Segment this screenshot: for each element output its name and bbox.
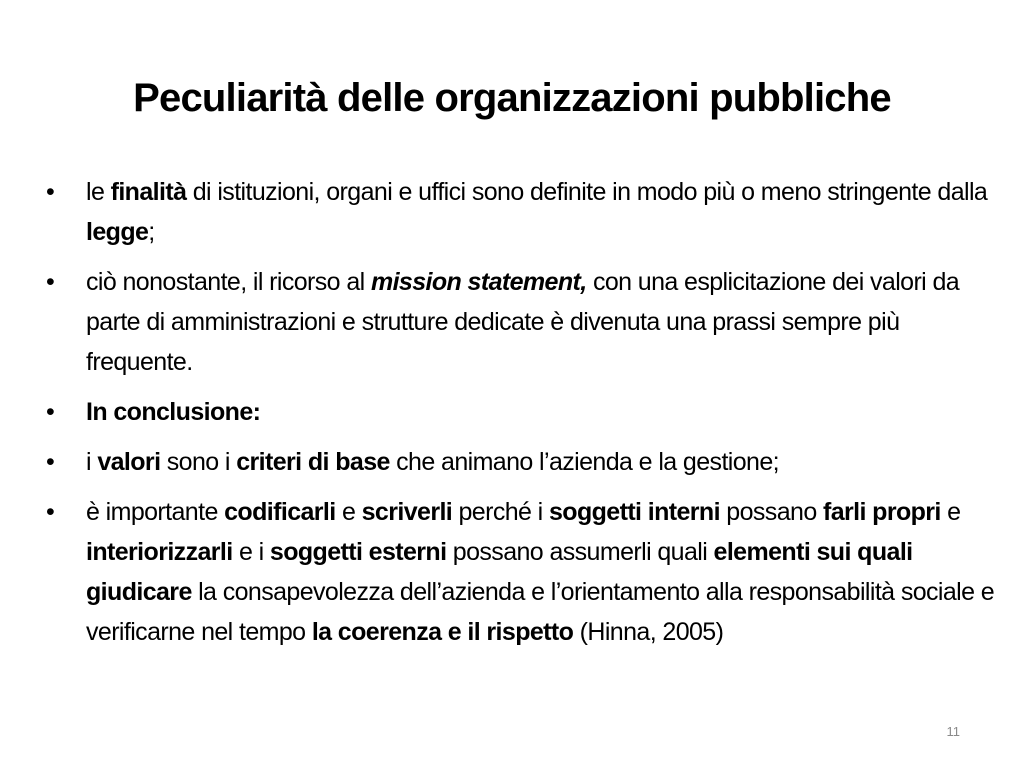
bullet-text: con una esplicitazione dei valori da parte di amministrazioni e strutture dedicate è divenuta una prassi sempre più frequente.	[86, 268, 960, 376]
bullet-text: di istituzioni, organi e uffici sono definite in modo più o meno stringente dalla	[186, 178, 988, 206]
bullet-item	[46, 172, 996, 252]
bullet-text: che animano l’azienda e la gestione;	[389, 448, 780, 476]
bullet-text: ciò nonostante, il ricorso al	[86, 268, 371, 296]
bullet-text-bold: legge	[86, 218, 149, 246]
bullet-text: e	[335, 498, 362, 526]
bullet-text: i	[86, 448, 98, 476]
bullet-text: e	[940, 498, 961, 526]
bullet-text: è importante	[86, 498, 225, 526]
bullet-marker: •	[46, 268, 55, 296]
bullet-text: sono i	[160, 448, 237, 476]
bullet-text-bold-italic: mission statement,	[370, 268, 587, 296]
bullet-text-bold: criteri di base	[236, 448, 390, 476]
page-number: 11	[946, 724, 960, 739]
bullet-text-bold: codificarli	[224, 498, 336, 526]
bullet-marker: •	[46, 498, 55, 526]
bullet-text-bold: scriverli	[361, 498, 453, 526]
bullet-text: perché i	[452, 498, 549, 526]
bullet-text-bold: soggetti interni	[548, 498, 720, 526]
bullet-text: possano assumerli quali	[446, 538, 714, 566]
bullet-text-bold: soggetti esterni	[269, 538, 447, 566]
bullet-text-bold: farli propri	[822, 498, 941, 526]
bullet-text-bold: In conclusione:	[86, 398, 261, 426]
bullet-text: le	[86, 178, 111, 206]
bullet-item	[46, 442, 996, 482]
bullet-text: ;	[148, 218, 155, 246]
bullet-marker: •	[46, 178, 55, 206]
bullet-marker: •	[46, 398, 55, 426]
bullet-text: possano	[719, 498, 823, 526]
bullet-list	[46, 172, 996, 662]
slide-title: Peculiarità delle organizzazioni pubbliche	[133, 76, 891, 120]
bullet-marker: •	[46, 448, 55, 476]
bullet-item	[46, 492, 996, 652]
bullet-text-bold: interiorizzarli	[86, 538, 233, 566]
bullet-text-bold: elementi sui quali giudicare	[86, 538, 913, 606]
bullet-text-bold: finalità	[110, 178, 187, 206]
bullet-text: la consapevolezza dell’azienda e l’orientamento alla responsabilità sociale e verificarne nel tempo	[86, 578, 995, 646]
bullet-text-bold: la coerenza e il rispetto	[311, 618, 574, 646]
bullet-item	[46, 262, 996, 382]
bullet-text: e i	[232, 538, 270, 566]
bullet-text-bold: valori	[97, 448, 161, 476]
bullet-item	[46, 392, 996, 432]
bullet-text: (Hinna, 2005)	[573, 618, 724, 646]
